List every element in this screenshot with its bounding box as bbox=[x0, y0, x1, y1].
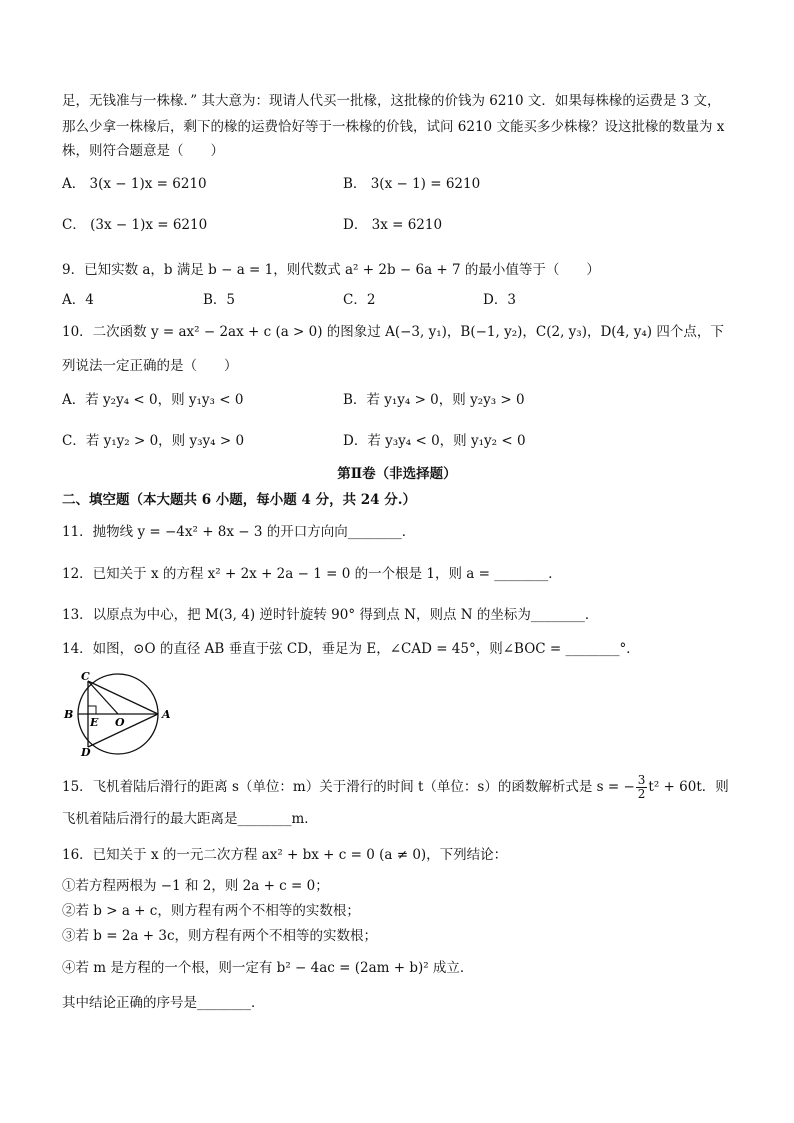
q10-line-1: 10．二次函数 y = ax² − 2ax + c (a > 0) 的图象过 A(−3, y₁)，B(−1, y₂)，C(2, y₃)，D(4, y₄) 四个点，下 bbox=[62, 324, 724, 340]
q8-line-2: 那么少拿一株椽后，剩下的椽的运费恰好等于一株椽的价钱，试问 6210 文能买多少株椽？设这批椽的数量为 x bbox=[62, 119, 725, 135]
q15-line-1 bbox=[62, 774, 729, 801]
segment-ca bbox=[88, 681, 158, 714]
q8-option-a: A． 3(x − 1)x = 6210 bbox=[62, 176, 207, 192]
label-e: E bbox=[90, 716, 99, 729]
q9-option-b: B．5 bbox=[203, 292, 236, 308]
q16-stem: 16．已知关于 x 的一元二次方程 ax² + bx + c = 0 (a ≠ 0)，下列结论： bbox=[62, 847, 508, 863]
q15-text-a: 15．飞机着陆后滑行的距离 s（单位：m）关于滑行的时间 t（单位：s）的函数解析式是 s = − bbox=[62, 779, 635, 795]
q9-option-c: C．2 bbox=[343, 292, 376, 308]
section2-title: 二、填空题（本大题共 6 小题，每小题 4 分，共 24 分.） bbox=[62, 492, 416, 508]
circle-figure bbox=[60, 668, 180, 758]
q8-line-1: 足，无钱准与一株椽．” 其大意为：现请人代买一批椽，这批椽的价钱为 6210 文．如果每株椽的运费是 3 文， bbox=[62, 93, 721, 109]
q16-conclusion-1: ①若方程两根为 −1 和 2，则 2a + c = 0； bbox=[62, 878, 329, 894]
q13: 13．以原点为中心，把 M(3, 4) 逆时针旋转 90° 得到点 N，则点 N 的坐标为________． bbox=[62, 607, 599, 623]
q15-line-2: 飞机着陆后滑行的最大距离是________m． bbox=[62, 811, 318, 827]
right-angle-mark bbox=[88, 706, 96, 714]
q11: 11．抛物线 y = −4x² + 8x − 3 的开口方向向________． bbox=[62, 524, 416, 540]
q8-option-b: B． 3(x − 1) = 6210 bbox=[343, 176, 481, 192]
q10-option-a: A．若 y₂y₄ < 0，则 y₁y₃ < 0 bbox=[62, 392, 244, 408]
q16-conclusion-3: ③若 b = 2a + 3c，则方程有两个不相等的实数根； bbox=[62, 928, 378, 944]
q12: 12．已知关于 x 的方程 x² + 2x + 2a − 1 = 0 的一个根是 1，则 a = ________． bbox=[62, 566, 562, 582]
label-b: B bbox=[64, 708, 74, 721]
part2-title: 第Ⅱ卷（非选择题） bbox=[337, 466, 457, 482]
q10-line-2: 列说法一定正确的是（ ） bbox=[62, 358, 238, 374]
segment-co bbox=[88, 681, 118, 714]
q10-option-b: B．若 y₁y₄ > 0，则 y₂y₃ > 0 bbox=[343, 392, 525, 408]
q15-text-b: t² + 60t．则 bbox=[648, 779, 729, 795]
q15-frac-num: 3 bbox=[637, 773, 646, 787]
q10-option-d: D．若 y₃y₄ < 0，则 y₁y₂ < 0 bbox=[343, 433, 526, 449]
q9-option-a: A．4 bbox=[62, 292, 94, 308]
q16-end: 其中结论正确的序号是________． bbox=[62, 995, 265, 1011]
label-d: D bbox=[81, 746, 91, 758]
q8-option-c: C． (3x − 1)x = 6210 bbox=[62, 217, 208, 233]
label-o: O bbox=[115, 716, 125, 729]
label-a: A bbox=[162, 708, 171, 721]
q8-option-d: D． 3x = 6210 bbox=[343, 217, 443, 233]
q16-conclusion-2: ②若 b > a + c，则方程有两个不相等的实数根； bbox=[62, 903, 360, 919]
q14: 14．如图，⊙O 的直径 AB 垂直于弦 CD，垂足为 E，∠CAD = 45°，则∠BOC = ________°． bbox=[62, 641, 640, 657]
q8-line-3: 株，则符合题意是（ ） bbox=[62, 143, 224, 159]
q9-option-d: D．3 bbox=[483, 292, 516, 308]
q16-conclusion-4: ④若 m 是方程的一个根，则一定有 b² − 4ac = (2am + b)² 成立． bbox=[62, 960, 474, 976]
q10-option-c: C．若 y₁y₂ > 0，则 y₃y₄ > 0 bbox=[62, 433, 245, 449]
q9-stem: 9．已知实数 a，b 满足 b − a = 1，则代数式 a² + 2b − 6a + 7 的最小值等于（ ） bbox=[62, 262, 600, 278]
label-c: C bbox=[81, 670, 90, 683]
q15-fraction bbox=[636, 774, 648, 801]
q15-frac-den: 2 bbox=[637, 787, 646, 801]
